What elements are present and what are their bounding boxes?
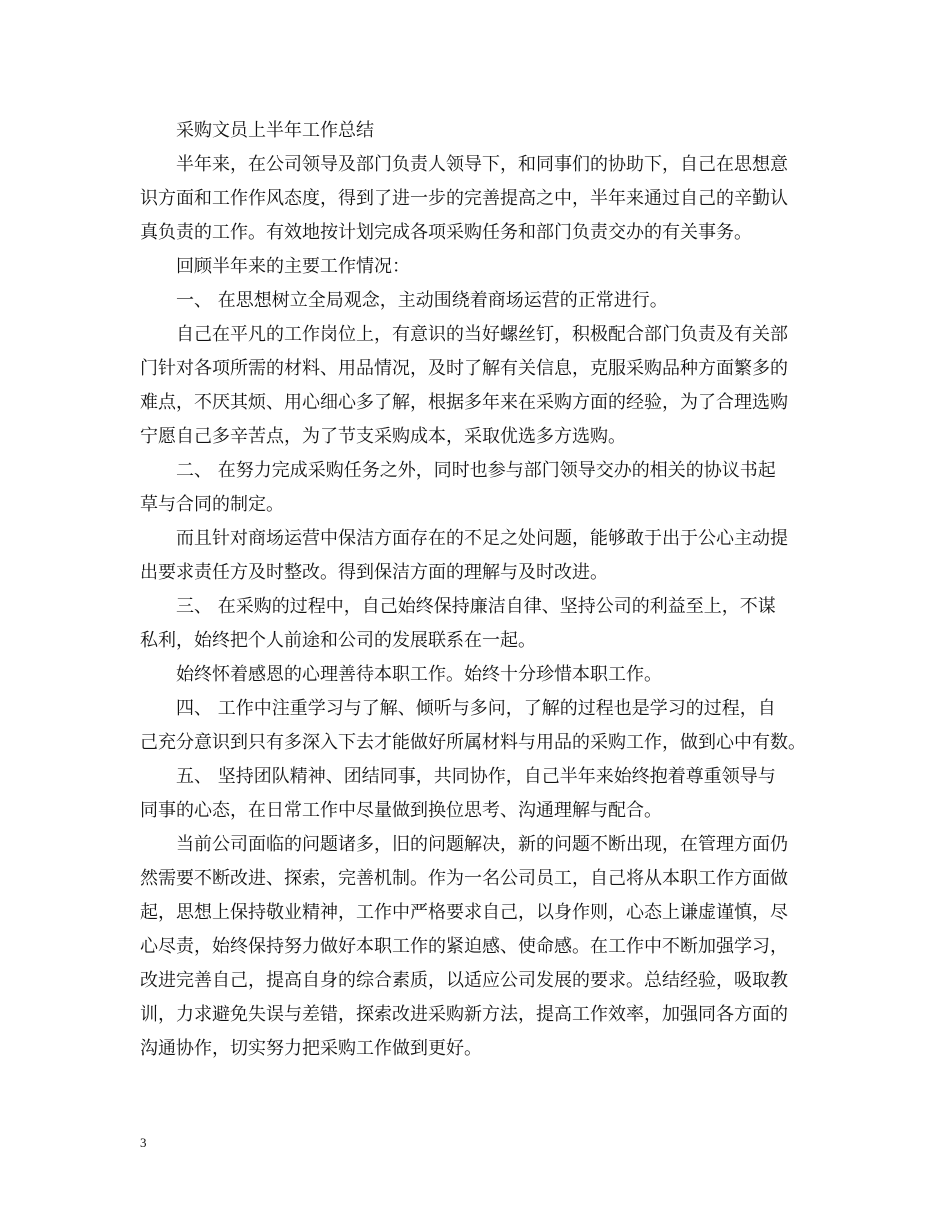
page-number: 3 xyxy=(140,1135,147,1150)
text-line: 五、 坚持团队精神、团结同事，共同协作，自己半年来始终抱着尊重领导与 xyxy=(176,766,776,787)
text-line: 然需要不断改进、探索，完善机制。作为一名公司员工，自己将从本职工作方面做 xyxy=(140,868,788,889)
paragraph xyxy=(140,454,820,522)
text-line: 己充分意识到只有多深入下去才能做好所属材料与用品的采购工作，做到心中有数。 xyxy=(140,732,806,753)
text-line: 识方面和工作作风态度，得到了进一步的完善提高之中，半年来通过自己的辛勤认 xyxy=(140,188,788,209)
text-line: 始终怀着感恩的心理善待本职工作。始终十分珍惜本职工作。 xyxy=(176,664,662,685)
text-line: 门针对各项所需的材料、用品情况，及时了解有关信息，克服采购品种方面繁多的 xyxy=(140,358,788,379)
text-line: 回顾半年来的主要工作情况： xyxy=(176,256,410,277)
document-body xyxy=(140,114,820,1066)
text-line: 当前公司面临的问题诸多，旧的问题解决，新的问题不断出现，在管理方面仍 xyxy=(176,834,788,855)
paragraph xyxy=(140,658,820,692)
text-line: 心尽责，始终保持努力做好本职工作的紧迫感、使命感。在工作中不断加强学习， xyxy=(140,936,788,957)
text-line: 三、 在采购的过程中，自己始终保持廉洁自律、坚持公司的利益至上，不谋 xyxy=(176,596,776,617)
text-line: 二、 在努力完成采购任务之外，同时也参与部门领导交办的相关的协议书起 xyxy=(176,460,776,481)
text-line: 起，思想上保持敬业精神，工作中严格要求自己，以身作则，心态上谦虚谨慎，尽 xyxy=(140,902,788,923)
text-line: 草与合同的制定。 xyxy=(140,494,284,515)
text-line: 同事的心态，在日常工作中尽量做到换位思考、沟通理解与配合。 xyxy=(140,800,662,821)
text-line: 沟通协作，切实努力把采购工作做到更好。 xyxy=(140,1038,482,1059)
paragraph xyxy=(140,590,820,658)
document-title xyxy=(140,114,820,148)
text-line: 难点，不厌其烦、用心细心多了解，根据多年来在采购方面的经验，为了合理选购 xyxy=(140,392,788,413)
paragraph xyxy=(140,148,820,250)
paragraph xyxy=(140,522,820,590)
text-line: 半年来，在公司领导及部门负责人领导下，和同事们的协助下，自己在思想意 xyxy=(176,154,788,175)
paragraph xyxy=(140,284,820,318)
text-line: 自己在平凡的工作岗位上，有意识的当好螺丝钉，积极配合部门负责及有关部 xyxy=(176,324,788,345)
text-line: 一、 在思想树立全局观念，主动围绕着商场运营的正常进行。 xyxy=(176,290,668,311)
text-line: 采购文员上半年工作总结 xyxy=(176,120,374,141)
text-line: 改进完善自己，提高自身的综合素质，以适应公司发展的要求。总结经验，吸取教 xyxy=(140,970,788,991)
text-line: 宁愿自己多辛苦点，为了节支采购成本，采取优选多方选购。 xyxy=(140,426,626,447)
text-line: 而且针对商场运营中保洁方面存在的不足之处问题，能够敢于出于公心主动提 xyxy=(176,528,788,549)
paragraph xyxy=(140,828,820,1066)
text-line: 四、 工作中注重学习与了解、倾听与多问，了解的过程也是学习的过程，自 xyxy=(176,698,776,719)
text-line: 出要求责任方及时整改。得到保洁方面的理解与及时改进。 xyxy=(140,562,608,583)
text-line: 私利，始终把个人前途和公司的发展联系在一起。 xyxy=(140,630,536,651)
text-line: 训，力求避免失误与差错，探索改进采购新方法，提高工作效率，加强同各方面的 xyxy=(140,1004,788,1025)
paragraph xyxy=(140,318,820,454)
text-line: 真负责的工作。有效地按计划完成各项采购任务和部门负责交办的有关事务。 xyxy=(140,222,752,243)
paragraph xyxy=(140,692,820,760)
paragraph xyxy=(140,760,820,828)
paragraph xyxy=(140,250,820,284)
